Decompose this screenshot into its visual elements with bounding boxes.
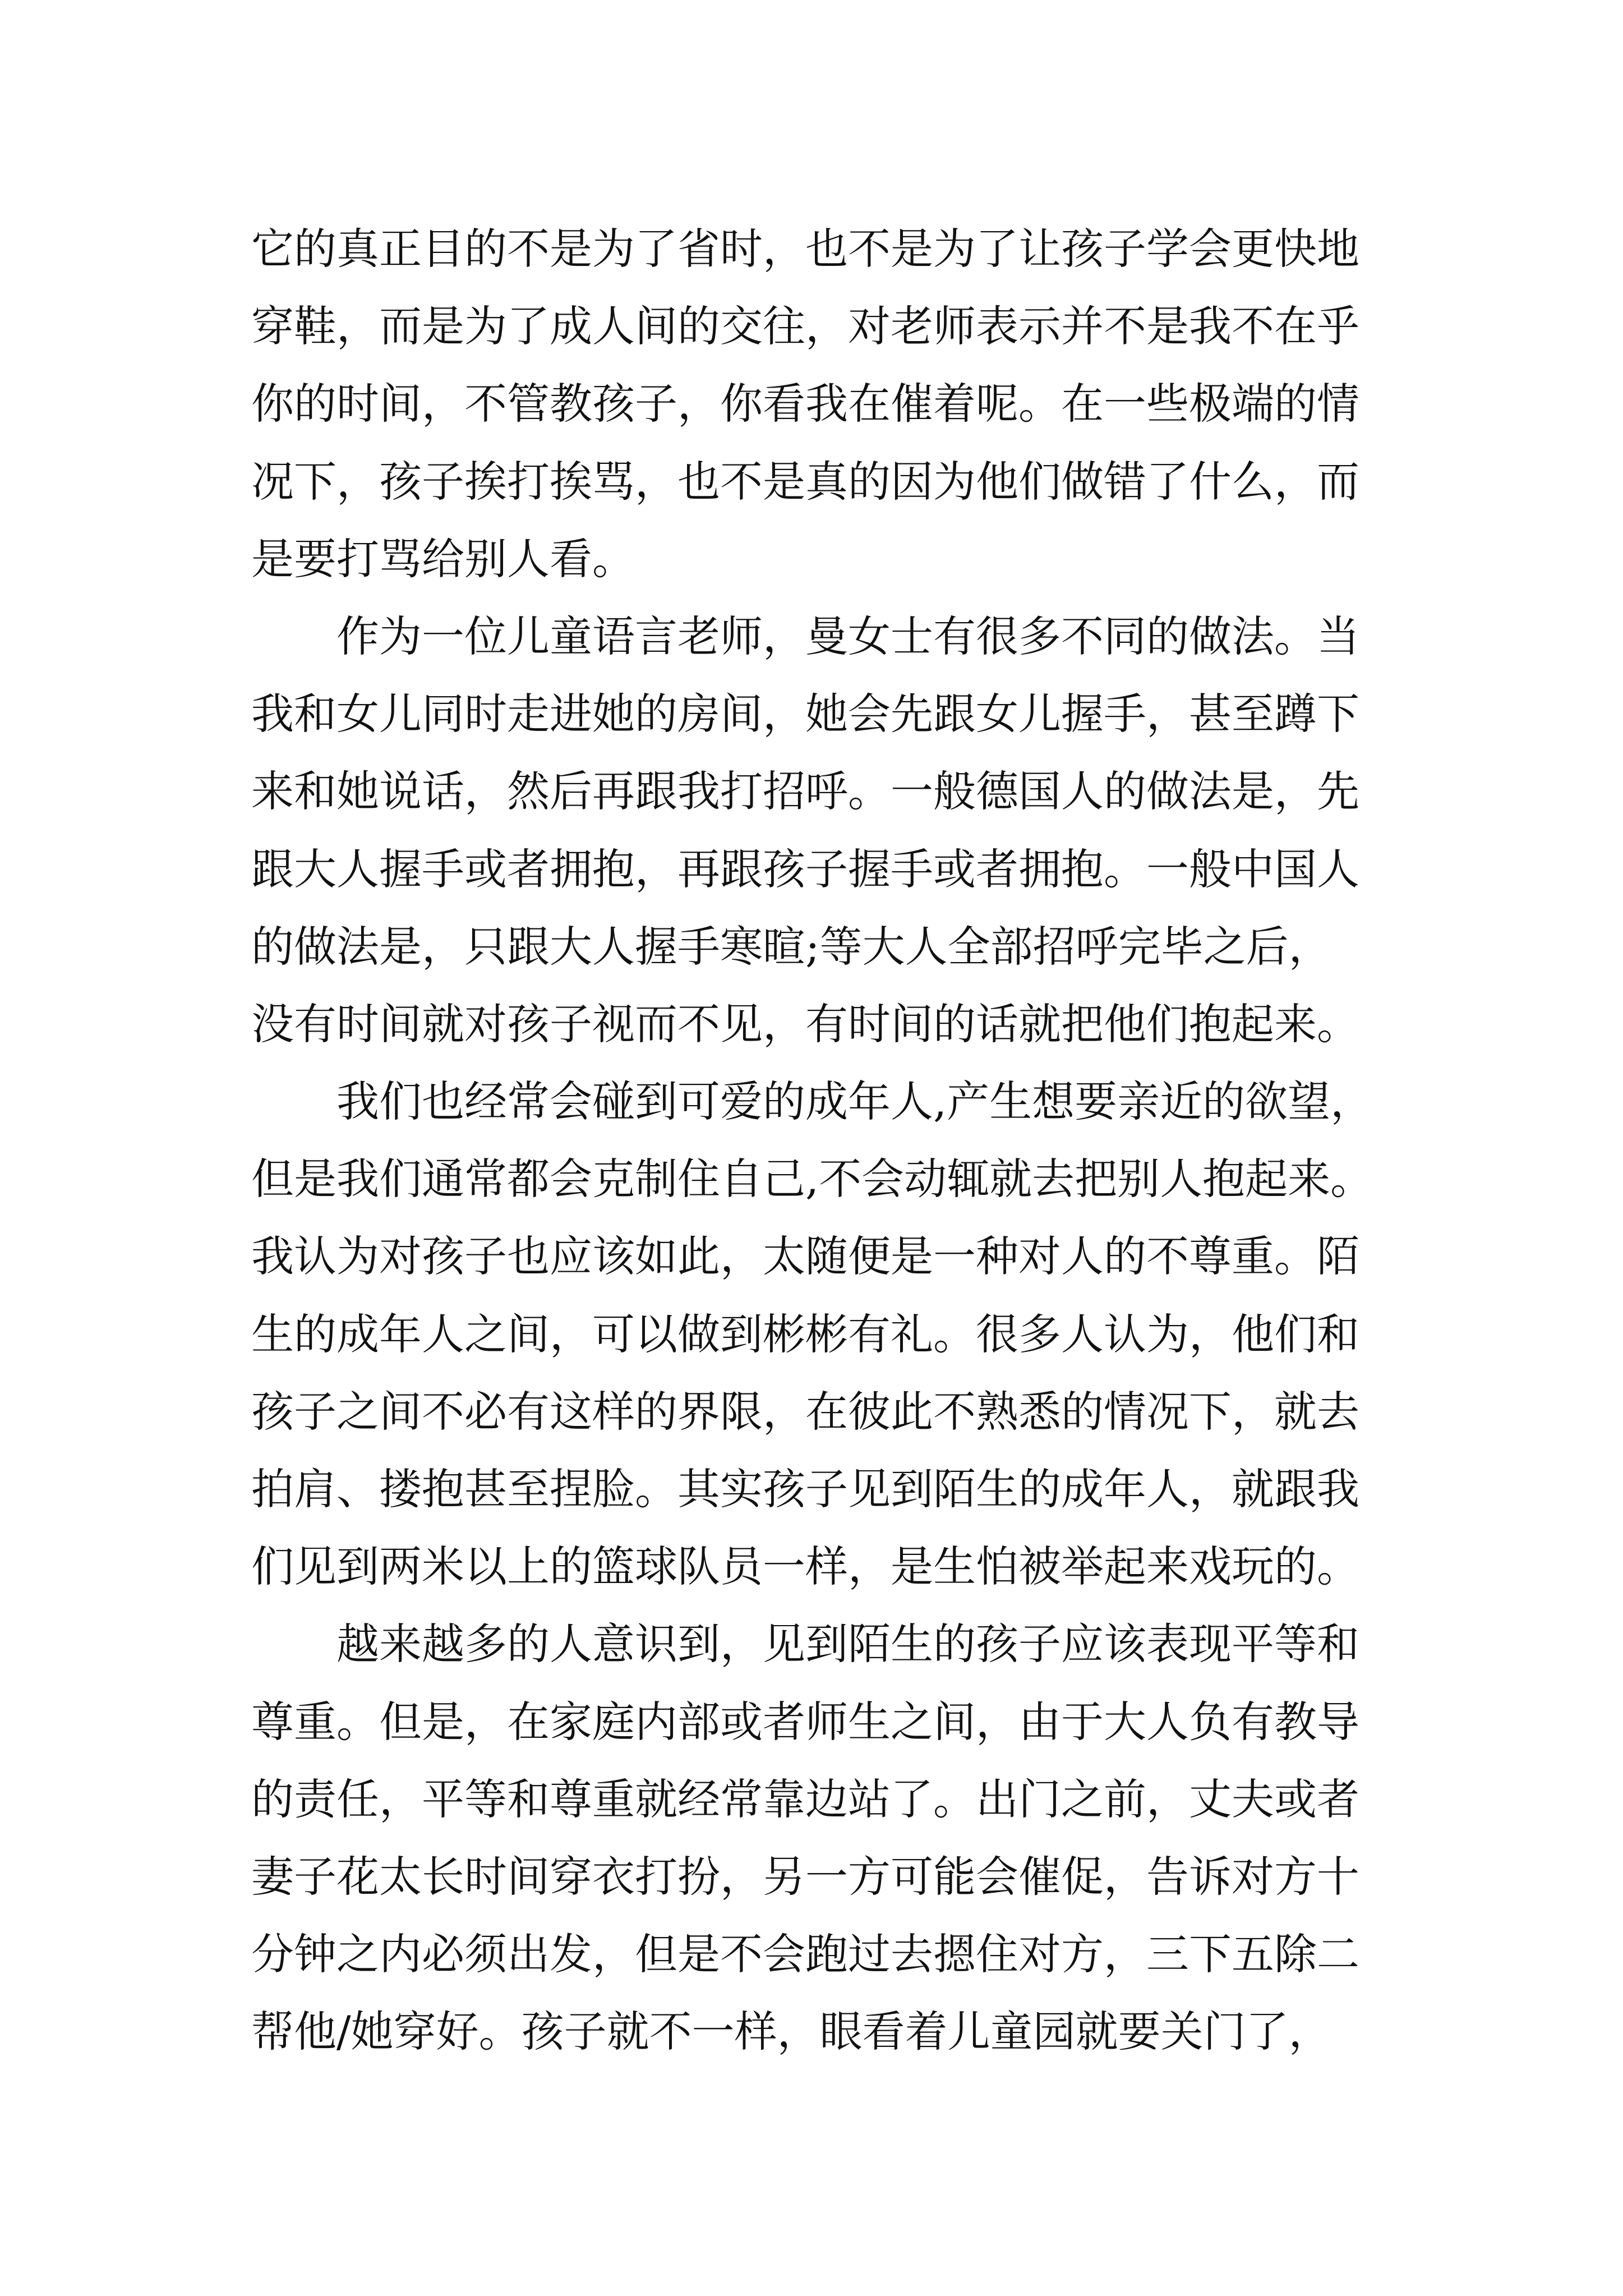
text-line: 你的时间，不管教孩子，你看我在催着呢。在一些极端的情 [251,379,1359,429]
text-line-first: 我们也经常会碰到可爱的成年人,产生想要亲近的欲望， [336,1076,1373,1127]
text-line: 况下，孩子挨打挨骂，也不是真的因为他们做错了什么，而 [251,456,1359,507]
text-line: 我认为对孩子也应该如此，太随便是一种对人的不尊重。陌 [251,1231,1359,1282]
text-line: 生的成年人之间，可以做到彬彬有礼。很多人认为，他们和 [251,1309,1359,1359]
text-line: 但是我们通常都会克制住自己,不会动辄就去把别人抱起来。 [251,1154,1373,1204]
body-text [251,210,1378,2071]
text-line-first: 越来越多的人意识到，见到陌生的孩子应该表现平等和 [336,1619,1359,1669]
text-line: 是要打骂给别人看。 [251,533,635,584]
paragraph-3 [251,1063,1378,1605]
text-line: 的做法是，只跟大人握手寒暄;等大人全部招呼完毕之后， [251,921,1331,972]
text-line: 孩子之间不必有这样的界限，在彼此不熟悉的情况下，就去 [251,1386,1359,1437]
paragraph-1 [251,210,1378,598]
text-line: 来和她说话，然后再跟我打招呼。一般德国人的做法是，先 [251,766,1359,817]
text-line: 们见到两米以上的篮球队员一样，是生怕被举起来戏玩的。 [251,1542,1359,1592]
text-line: 帮他/她穿好。孩子就不一样，眼看着儿童园就要关门了， [251,2007,1331,2057]
text-line: 穿鞋，而是为了成人间的交往，对老师表示并不是我不在乎 [251,301,1359,352]
text-line: 它的真正目的不是为了省时，也不是为了让孩子学会更快地 [251,224,1359,274]
text-line: 拍肩、搂抱甚至捏脸。其实孩子见到陌生的成年人，就跟我 [251,1464,1359,1514]
text-line-first: 作为一位儿童语言老师，曼女士有很多不同的做法。当 [336,611,1359,661]
text-line: 的责任，平等和尊重就经常靠边站了。出门之前，丈夫或者 [251,1774,1359,1824]
text-line: 没有时间就对孩子视而不见，有时间的话就把他们抱起来。 [251,999,1359,1049]
text-line: 跟大人握手或者拥抱，再跟孩子握手或者拥抱。一般中国人 [251,844,1359,894]
paragraph-2 [251,598,1378,1063]
paragraph-4 [251,1605,1378,2070]
text-line: 我和女儿同时走进她的房间，她会先跟女儿握手，甚至蹲下 [251,689,1359,739]
text-line: 妻子花太长时间穿衣打扮，另一方可能会催促，告诉对方十 [251,1851,1359,1902]
text-line: 分钟之内必须出发，但是不会跑过去摁住对方，三下五除二 [251,1929,1359,1980]
text-line: 尊重。但是，在家庭内部或者师生之间，由于大人负有教导 [251,1696,1359,1747]
